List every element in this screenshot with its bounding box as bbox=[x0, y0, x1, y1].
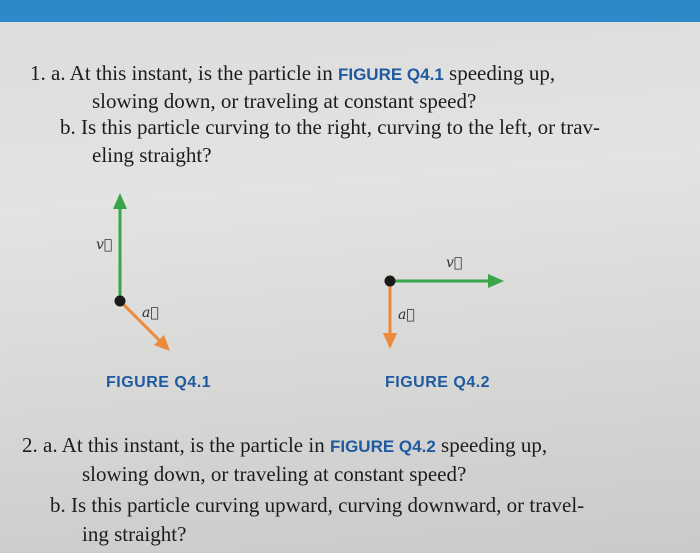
q2-number: 2. bbox=[22, 433, 38, 457]
particle-dot bbox=[115, 296, 126, 307]
acceleration-label: a⃗ bbox=[398, 307, 415, 323]
velocity-label: v⃗ bbox=[96, 237, 113, 253]
q2-a-label: a. bbox=[43, 433, 58, 457]
q2-a-line2: slowing down, or traveling at constant speed? bbox=[82, 462, 467, 486]
q2-b-line1 bbox=[50, 492, 584, 519]
q1-b-text: Is this particle curving to the right, curving to the left, or trav- bbox=[81, 115, 601, 139]
q1-a-text-pre: At this instant, is the particle in bbox=[69, 61, 338, 85]
figure-q4-1 bbox=[80, 185, 200, 365]
q1-b-line2: eling straight? bbox=[92, 143, 212, 167]
velocity-arrowhead bbox=[488, 274, 504, 288]
q2-b-line2: ing straight? bbox=[82, 522, 187, 546]
q1-a-label: a. bbox=[51, 61, 66, 85]
q1-number: 1. bbox=[30, 61, 46, 85]
q2-a-text-pre: At this instant, is the particle in bbox=[61, 433, 330, 457]
velocity-label: v⃗ bbox=[446, 255, 463, 271]
q2-b-text: Is this particle curving upward, curving downward, or travel- bbox=[71, 493, 585, 517]
velocity-arrowhead bbox=[113, 193, 127, 209]
figure-q4-2 bbox=[370, 245, 550, 365]
particle-dot bbox=[385, 276, 396, 287]
q1-a-line1 bbox=[30, 60, 555, 88]
q1-b-label: b. bbox=[60, 115, 76, 139]
figure-q4-2-caption: FIGURE Q4.2 bbox=[385, 374, 491, 391]
q1-a-text-post: speeding up, bbox=[443, 61, 556, 85]
q2-a-line1 bbox=[22, 432, 547, 460]
q1-figure-ref: FIGURE Q4.1 bbox=[337, 65, 444, 84]
acceleration-arrowhead bbox=[383, 333, 397, 349]
acceleration-label: a⃗ bbox=[142, 305, 159, 321]
q1-b-line1 bbox=[60, 114, 600, 141]
q2-a-text-post: speeding up, bbox=[435, 433, 548, 457]
figure-q4-1-caption: FIGURE Q4.1 bbox=[106, 374, 212, 391]
top-color-band bbox=[0, 0, 700, 22]
q2-figure-ref: FIGURE Q4.2 bbox=[329, 437, 436, 456]
q2-b-label: b. bbox=[50, 493, 66, 517]
q1-a-line2: slowing down, or traveling at constant speed? bbox=[92, 89, 477, 113]
